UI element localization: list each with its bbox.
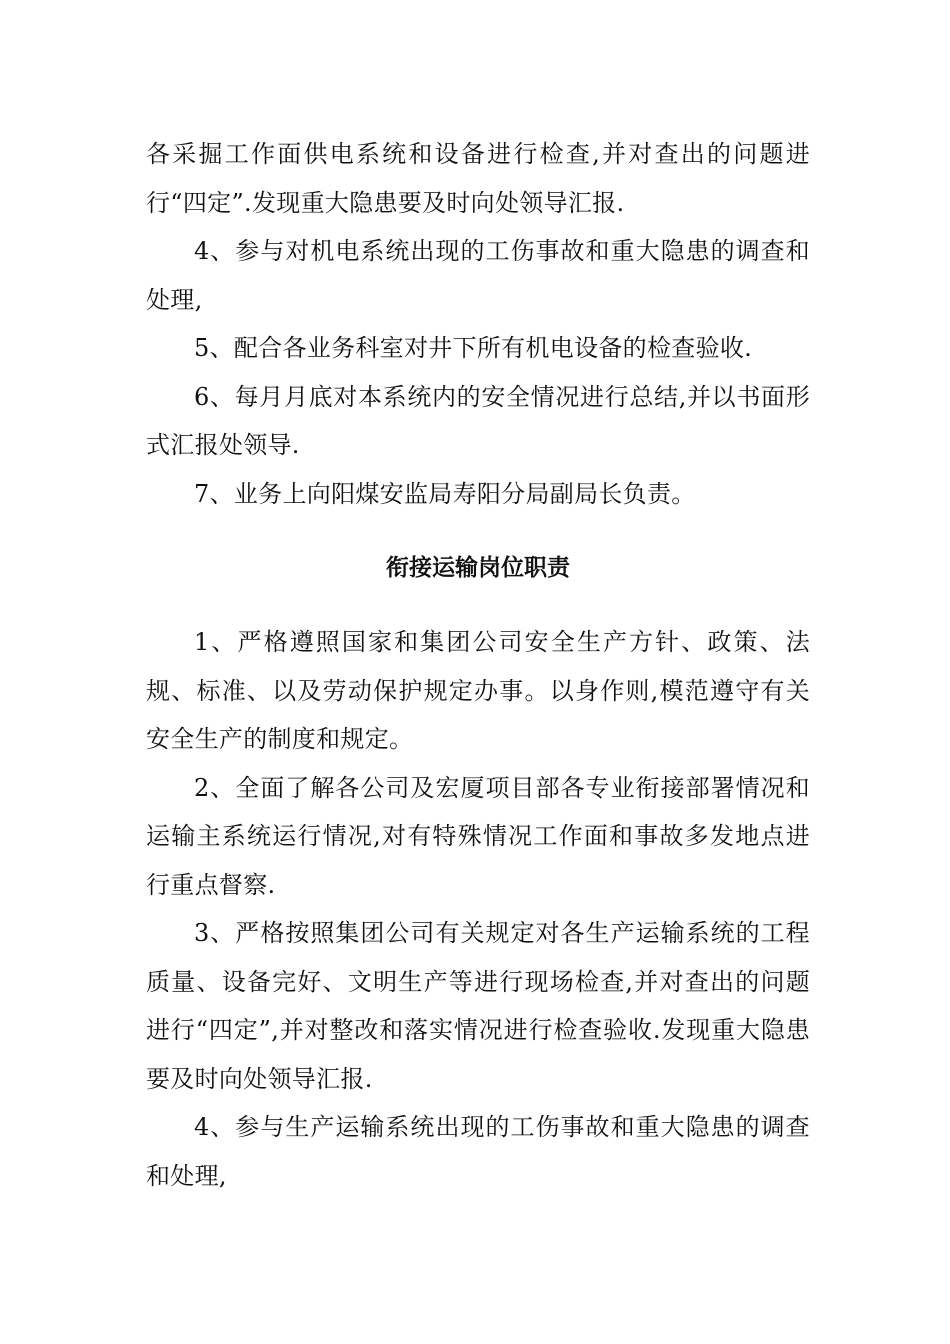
- section-heading: 衔接运输岗位职责: [386, 555, 570, 581]
- paragraph-item-6: 6、每月月底对本系统内的安全情况进行总结,并以书面形式汇报处领导.: [146, 382, 810, 459]
- paragraph-item-7: 7、业务上向阳煤安监局寿阳分局副局长负责。: [194, 479, 696, 508]
- paragraph-item-2: 2、全面了解各公司及宏厦项目部各专业衔接部署情况和运输主系统运行情况,对有特殊情况工作面和事故多发地点进行重点督察.: [146, 773, 810, 899]
- paragraph-item-1: 1、严格遵照国家和集团公司安全生产方针、政策、法规、标准、以及劳动保护规定办事。以身作则,模范遵守有关安全生产的制度和规定。: [146, 628, 810, 753]
- paragraph-item-4b: 4、参与生产运输系统出现的工伤事故和重大隐患的调查和处理,: [146, 1113, 810, 1190]
- paragraph-continuation: 各采掘工作面供电系统和设备进行检查,并对查出的问题进行“四定”.发现重大隐患要及时向处领导汇报.: [146, 140, 810, 217]
- paragraph-item-3: 3、严格按照集团公司有关规定对各生产运输系统的工程质量、设备完好、文明生产等进行现场检查,并对查出的问题进行“四定”,并对整改和落实情况进行检查验收.发现重大隐患要及时向处领导汇报.: [146, 919, 810, 1093]
- paragraph-item-4: 4、参与对机电系统出现的工伤事故和重大隐患的调查和处理,: [146, 237, 810, 314]
- document-body: [146, 130, 810, 1200]
- paragraph-item-5: 5、配合各业务科室对井下所有机电设备的检查验收.: [194, 334, 753, 362]
